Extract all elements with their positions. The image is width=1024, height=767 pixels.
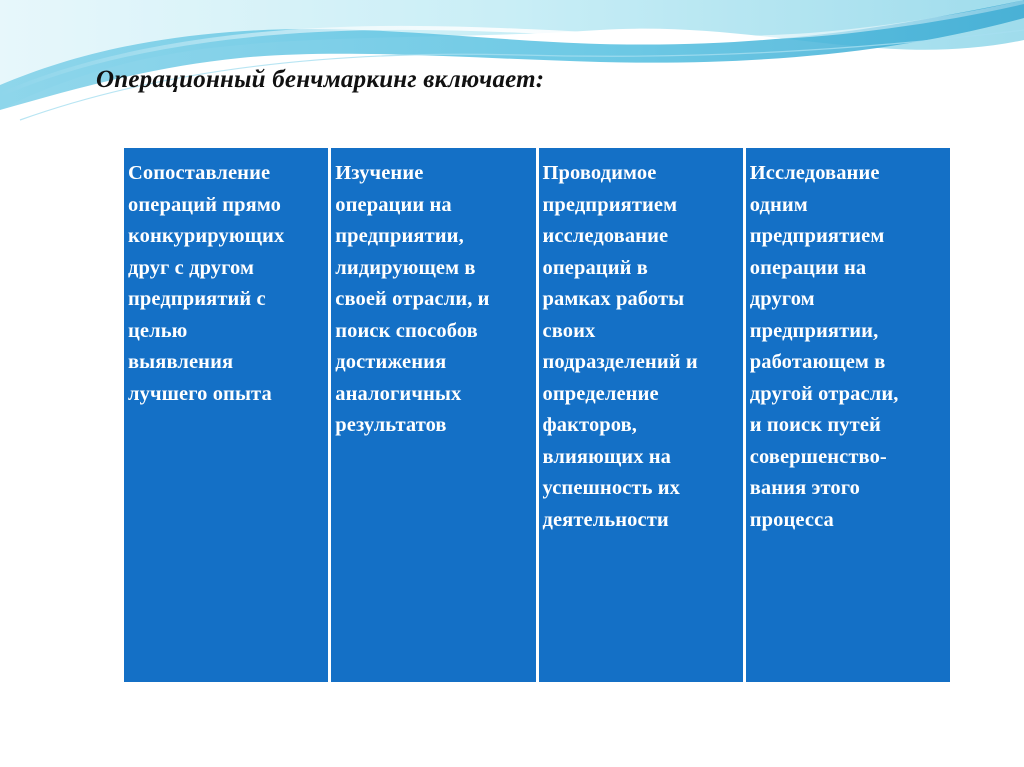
benchmarking-table xyxy=(124,148,950,682)
table-cell-text: Исследование одним предприятием операции на другом предприятии, работающем в другой отрасли, и поиск путей совершенство- вания этого процесса xyxy=(749,162,899,531)
table-cell-industry-leader-study xyxy=(331,148,535,682)
table-cell-competitor-comparison xyxy=(124,148,328,682)
table-cell-internal-research xyxy=(539,148,743,682)
table-cell-text: Изучение операции на предприятии, лидирующем в своей отрасли, и поиск способов достижения аналогичных результатов xyxy=(335,162,490,436)
table-cell-text: Сопоставление операций прямо конкурирующих друг с другом предприятий с целью выявления лучшего опыта xyxy=(128,162,285,405)
table-cell-cross-industry-research xyxy=(746,148,950,682)
table-cell-text: Проводимое предприятием исследование операций в рамках работы своих подразделений и определение факторов, влияющих на успешность их деятельности xyxy=(542,162,698,531)
slide-title: Операционный бенчмаркинг включает: xyxy=(96,66,545,93)
